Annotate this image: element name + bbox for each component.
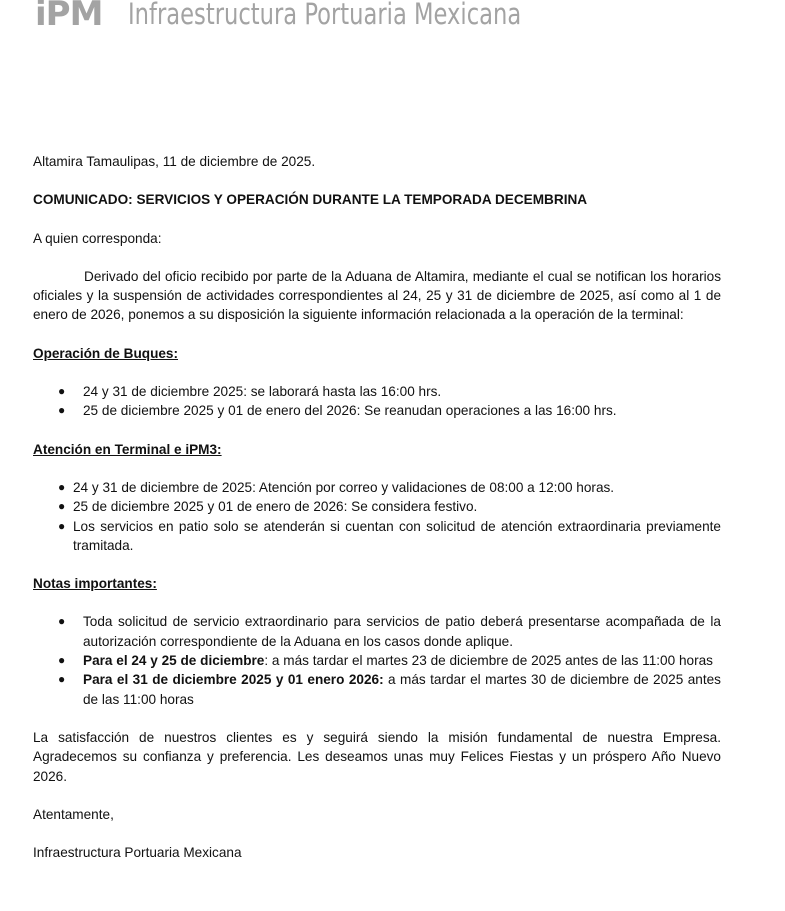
list-item: ● Toda solicitud de servicio extraordinario para servicios de patio deberá presentarse acompañada de la autorización correspondiente de la Aduana en los casos donde aplique. bbox=[58, 614, 721, 649]
list-item: ● Los servicios en patio solo se atenderán si cuentan con solicitud de atención extraordinaria previamente tramitada. bbox=[58, 518, 721, 553]
section-heading-terminal: Atención en Terminal e iPM3: bbox=[33, 441, 222, 457]
list-item: ● Para el 31 de diciembre 2025 y 01 enero 2026: a más tardar el martes 30 de diciembre de 2025 antes de las 11:00 horas bbox=[58, 672, 721, 707]
closing-paragraph: La satisfacción de nuestros clientes es y seguirá siendo la misión fundamental de nuestra Empresa. Agradecemos su confianza y preferencia. Les deseamos unas muy Felices Fiestas y un próspero Año Nuevo 2026. bbox=[33, 729, 721, 784]
terminal-list bbox=[33, 478, 721, 555]
bullet-icon: ● bbox=[58, 653, 66, 668]
salutation: A quien corresponda: bbox=[33, 230, 162, 246]
intro-paragraph: Derivado del oficio recibido por parte de la Aduana de Altamira, mediante el cual se notifican los horarios oficiales y la suspensión de actividades correspondientes al 24, 25 y 31 de diciembre de 2025, así como al 1 de enero de 2026, ponemos a su disposición la siguiente información relacionada a la operación de la terminal: bbox=[33, 268, 721, 323]
sign-off: Atentamente, bbox=[33, 806, 114, 822]
bullet-icon: ● bbox=[58, 479, 66, 494]
list-item: ● 25 de diciembre 2025 y 01 de enero de 2026: Se considera festivo. bbox=[33, 497, 721, 516]
company-name-logo: Infraestructura Portuaria Mexicana bbox=[128, 0, 522, 31]
list-item: ● 24 y 31 de diciembre de 2025: Atención por correo y validaciones de 08:00 a 12:00 horas. bbox=[33, 478, 721, 497]
bullet-icon: ● bbox=[58, 384, 66, 399]
section-heading-notas: Notas importantes: bbox=[33, 576, 157, 592]
bullet-icon: ● bbox=[58, 672, 66, 687]
bullet-icon: ● bbox=[58, 518, 66, 533]
notas-list bbox=[33, 612, 721, 708]
bullet-icon: ● bbox=[58, 614, 66, 629]
letterhead bbox=[35, 0, 633, 34]
signature: Infraestructura Portuaria Mexicana bbox=[33, 845, 242, 861]
buques-list bbox=[33, 382, 721, 421]
bullet-icon: ● bbox=[58, 403, 66, 418]
subject-line: COMUNICADO: SERVICIOS Y OPERACIÓN DURANTE LA TEMPORADA DECEMBRINA bbox=[33, 192, 588, 208]
ipm-logo: iPM bbox=[35, 0, 103, 34]
list-item: ● 25 de diciembre 2025 y 01 de enero del 2026: Se reanudan operaciones a las 16:00 hrs. bbox=[33, 401, 721, 420]
place-date: Altamira Tamaulipas, 11 de diciembre de 2025. bbox=[33, 154, 316, 169]
list-item: ● 24 y 31 de diciembre 2025: se laborará hasta las 16:00 hrs. bbox=[33, 382, 721, 401]
bullet-icon: ● bbox=[58, 499, 66, 514]
letter-body bbox=[33, 152, 721, 862]
section-heading-buques: Operación de Buques: bbox=[33, 345, 179, 361]
list-item: ● Para el 24 y 25 de diciembre: a más tardar el martes 23 de diciembre de 2025 antes de las 11:00 horas bbox=[33, 651, 721, 670]
